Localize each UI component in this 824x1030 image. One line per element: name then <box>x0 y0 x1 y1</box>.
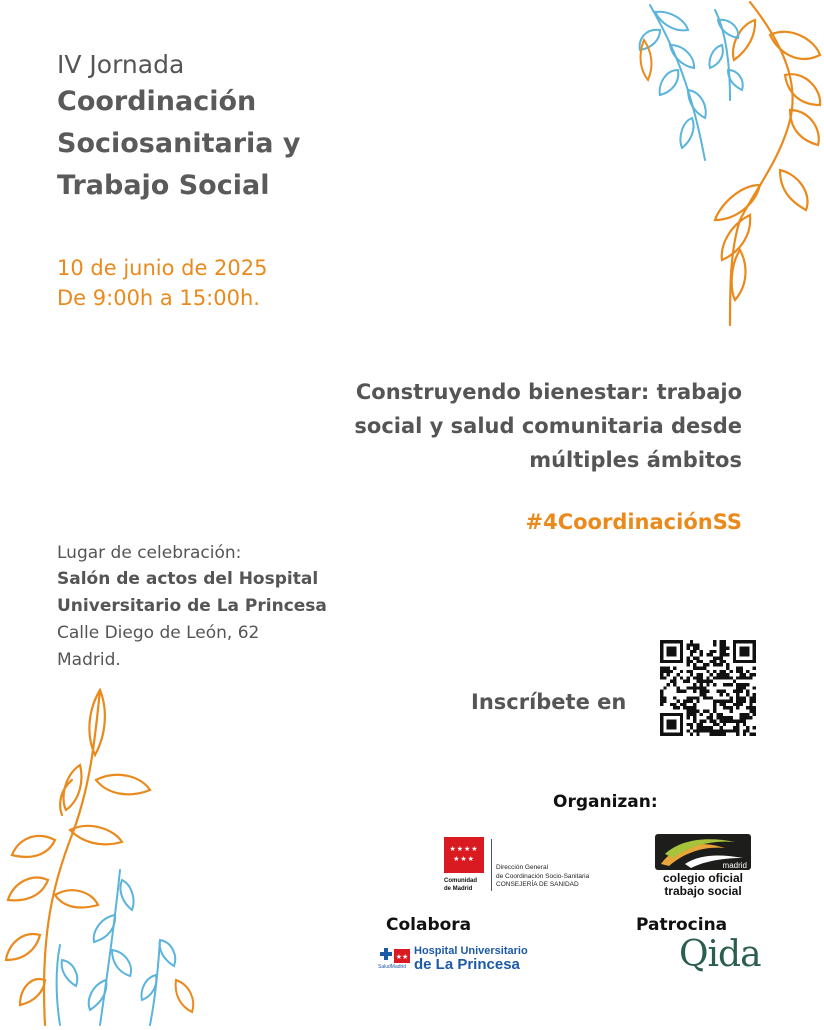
subtitle-line-3: múltiples ámbitos <box>529 448 742 472</box>
comunidad-name-line-2: de Madrid <box>444 886 473 892</box>
comunidad-dept-line-1: Dirección General <box>496 864 549 871</box>
comunidad-madrid-flag-icon: ★★★★ ★★★ <box>444 837 484 873</box>
venue-name-line-2: Universitario de La Princesa <box>57 596 327 616</box>
hospital-name-line-2: de La Princesa <box>414 956 520 973</box>
comunidad-madrid-logo <box>444 837 604 897</box>
comunidad-dept-line-3: CONSEJERÍA DE SANIDAD <box>496 881 579 888</box>
collaborator-label: Colabora <box>386 915 472 935</box>
venue-address: Calle Diego de León, 62 <box>57 623 260 643</box>
qida-logo: Qida <box>679 934 761 975</box>
event-hashtag: #4CoordinaciónSS <box>525 510 742 534</box>
hospital-princesa-logo <box>378 944 528 972</box>
registration-qr-code[interactable] <box>660 640 756 736</box>
comunidad-name-line-1: Comunidad <box>444 878 477 884</box>
venue-label: Lugar de celebración: <box>57 543 242 563</box>
salud-madrid-label: SaludMadrid <box>378 964 407 970</box>
title-line-3: Trabajo Social <box>57 170 270 201</box>
registration-label: Inscríbete en <box>471 690 627 714</box>
venue-name-line-1: Salón de actos del Hospital <box>57 569 319 589</box>
leaf-branch-top-right <box>630 0 824 330</box>
edition-label: IV Jornada <box>57 50 185 79</box>
colegio-logo-mark <box>655 834 751 870</box>
colegio-madrid-label: madrid <box>722 861 747 870</box>
title-line-1: Coordinación <box>57 86 257 117</box>
venue-city: Madrid. <box>57 650 121 670</box>
hospital-name-line-1: Hospital Universitario <box>414 945 528 957</box>
sponsor-label: Patrocina <box>636 915 728 935</box>
event-time: De 9:00h a 15:00h. <box>57 286 260 310</box>
event-date: 10 de junio de 2025 <box>57 256 268 280</box>
colegio-name-line-2: trabajo social <box>664 884 742 898</box>
organizers-label: Organizan: <box>553 792 658 812</box>
comunidad-dept-line-2: de Coordinación Socio-Sanitaria <box>496 872 590 880</box>
comunidad-logo-divider <box>491 839 492 891</box>
colegio-trabajo-social-logo <box>655 834 751 900</box>
leaf-branch-bottom-left <box>0 680 200 1030</box>
subtitle-line-2: social y salud comunitaria desde <box>354 414 742 438</box>
colegio-name-line-1: colegio oficial <box>662 871 743 885</box>
subtitle-line-1: Construyendo bienestar: trabajo <box>355 380 742 404</box>
svg-text:★★: ★★ <box>395 954 409 961</box>
title-line-2: Sociosanitaria y <box>57 128 301 159</box>
